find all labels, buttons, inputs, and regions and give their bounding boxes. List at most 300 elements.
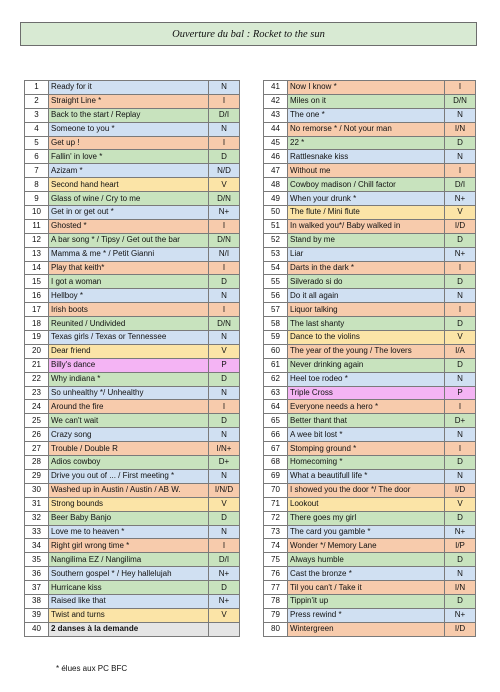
- table-row: [25, 150, 240, 164]
- row-number: 1: [25, 81, 49, 95]
- row-number: 19: [25, 331, 49, 345]
- footnote: * élues aux PC BFC: [56, 664, 128, 673]
- level-code: N: [445, 372, 476, 386]
- table-row: [264, 414, 476, 428]
- dance-title: Press rewind *: [288, 608, 445, 622]
- row-number: 41: [264, 81, 288, 95]
- row-number: 52: [264, 233, 288, 247]
- dance-title: The last shanty: [288, 317, 445, 331]
- dance-title: Straight Line *: [49, 94, 209, 108]
- level-code: D: [445, 358, 476, 372]
- row-number: 40: [25, 622, 49, 636]
- table-row: [25, 469, 240, 483]
- dance-title: There goes my girl: [288, 511, 445, 525]
- page-title-text: Ouverture du bal : Rocket to the sun: [172, 28, 325, 40]
- table-row: [264, 456, 476, 470]
- table-row: [25, 233, 240, 247]
- row-number: 71: [264, 497, 288, 511]
- dance-title: The flute / Mini flute: [288, 206, 445, 220]
- dance-title: Ghosted *: [49, 219, 209, 233]
- level-code: N+: [209, 206, 240, 220]
- dance-title: Washed up in Austin / Austin / AB W.: [49, 483, 209, 497]
- dance-title: Cowboy madison / Chill factor: [288, 178, 445, 192]
- dance-title: Homecoming *: [288, 456, 445, 470]
- level-code: V: [209, 497, 240, 511]
- row-number: 49: [264, 192, 288, 206]
- level-code: I: [445, 442, 476, 456]
- dance-title: Get up !: [49, 136, 209, 150]
- row-number: 56: [264, 289, 288, 303]
- level-code: V: [445, 497, 476, 511]
- table-row: [25, 372, 240, 386]
- dance-title: Someone to you *: [49, 122, 209, 136]
- dance-title: Love me to heaven *: [49, 525, 209, 539]
- dance-title: Hurricane kiss: [49, 581, 209, 595]
- row-number: 15: [25, 275, 49, 289]
- table-row: [25, 358, 240, 372]
- table-row: [264, 358, 476, 372]
- table-row: [264, 331, 476, 345]
- level-code: I/D: [445, 622, 476, 636]
- table-row: [25, 164, 240, 178]
- table-row: [25, 344, 240, 358]
- dance-title: Dear friend: [49, 344, 209, 358]
- dance-title: In walked you*/ Baby walked in: [288, 219, 445, 233]
- table-row: [25, 553, 240, 567]
- level-code: N: [209, 331, 240, 345]
- dance-title: The card you gamble *: [288, 525, 445, 539]
- row-number: 48: [264, 178, 288, 192]
- row-number: 63: [264, 386, 288, 400]
- dance-title: Get in or get out *: [49, 206, 209, 220]
- row-number: 68: [264, 456, 288, 470]
- level-code: D: [445, 275, 476, 289]
- row-number: 66: [264, 428, 288, 442]
- row-number: 16: [25, 289, 49, 303]
- table-row: [25, 594, 240, 608]
- row-number: 80: [264, 622, 288, 636]
- level-code: I: [209, 136, 240, 150]
- row-number: 34: [25, 539, 49, 553]
- row-number: 72: [264, 511, 288, 525]
- level-code: [209, 622, 240, 636]
- level-code: N+: [445, 247, 476, 261]
- table-row: [264, 94, 476, 108]
- row-number: 59: [264, 331, 288, 345]
- page-title: [20, 22, 477, 46]
- dance-title: Lookout: [288, 497, 445, 511]
- table-row: [264, 178, 476, 192]
- row-number: 3: [25, 108, 49, 122]
- dance-title: Play that keith*: [49, 261, 209, 275]
- dance-title: Never drinking again: [288, 358, 445, 372]
- table-row: [25, 414, 240, 428]
- level-code: D: [209, 414, 240, 428]
- level-code: D/I: [209, 108, 240, 122]
- dance-title: Tippin'it up: [288, 594, 445, 608]
- table-row: [25, 400, 240, 414]
- table-row: [264, 469, 476, 483]
- level-code: N+: [445, 525, 476, 539]
- row-number: 8: [25, 178, 49, 192]
- level-code: I: [209, 94, 240, 108]
- table-row: [264, 275, 476, 289]
- level-code: D/N: [209, 233, 240, 247]
- table-row: [264, 289, 476, 303]
- row-number: 42: [264, 94, 288, 108]
- table-row: [264, 386, 476, 400]
- row-number: 53: [264, 247, 288, 261]
- level-code: D/N: [209, 317, 240, 331]
- table-row: [264, 303, 476, 317]
- level-code: D/N: [209, 192, 240, 206]
- level-code: N: [445, 150, 476, 164]
- table-row: [25, 122, 240, 136]
- level-code: N+: [445, 608, 476, 622]
- dance-title: Ready for it: [49, 81, 209, 95]
- row-number: 60: [264, 344, 288, 358]
- table-row: [264, 219, 476, 233]
- level-code: I: [445, 164, 476, 178]
- level-code: N: [445, 289, 476, 303]
- row-number: 55: [264, 275, 288, 289]
- table-row: [25, 386, 240, 400]
- dance-title: Back to the start / Replay: [49, 108, 209, 122]
- table-row: [25, 192, 240, 206]
- dance-title: Dance to the violins: [288, 331, 445, 345]
- dance-title: Darts in the dark *: [288, 261, 445, 275]
- level-code: N: [209, 469, 240, 483]
- table-row: [25, 428, 240, 442]
- level-code: N: [209, 525, 240, 539]
- level-code: N: [445, 428, 476, 442]
- row-number: 12: [25, 233, 49, 247]
- table-row: [25, 483, 240, 497]
- table-row: [25, 136, 240, 150]
- row-number: 13: [25, 247, 49, 261]
- level-code: I: [445, 261, 476, 275]
- row-number: 36: [25, 567, 49, 581]
- table-row: [25, 108, 240, 122]
- dance-title: A bar song * / Tipsy / Get out the bar: [49, 233, 209, 247]
- table-row: [264, 150, 476, 164]
- dance-title: Liar: [288, 247, 445, 261]
- dance-title: 2 danses à la demande: [49, 622, 209, 636]
- level-code: D/I: [445, 178, 476, 192]
- table-row: [25, 81, 240, 95]
- dance-title: Around the fire: [49, 400, 209, 414]
- level-code: P: [445, 386, 476, 400]
- row-number: 35: [25, 553, 49, 567]
- dance-title: Trouble / Double R: [49, 442, 209, 456]
- dance-title: Stand by me: [288, 233, 445, 247]
- table-row: [264, 539, 476, 553]
- level-code: N+: [445, 192, 476, 206]
- dance-title: Without me: [288, 164, 445, 178]
- dance-title: Second hand heart: [49, 178, 209, 192]
- level-code: D/N: [445, 94, 476, 108]
- level-code: N: [209, 289, 240, 303]
- table-row: [264, 511, 476, 525]
- dance-title: Glass of wine / Cry to me: [49, 192, 209, 206]
- level-code: P: [209, 358, 240, 372]
- row-number: 69: [264, 469, 288, 483]
- table-row: [264, 400, 476, 414]
- row-number: 31: [25, 497, 49, 511]
- level-code: V: [445, 206, 476, 220]
- level-code: N: [209, 122, 240, 136]
- row-number: 18: [25, 317, 49, 331]
- level-code: D: [209, 275, 240, 289]
- table-row: [264, 428, 476, 442]
- dance-title: Cast the bronze *: [288, 567, 445, 581]
- row-number: 38: [25, 594, 49, 608]
- row-number: 28: [25, 456, 49, 470]
- table-row: [25, 247, 240, 261]
- dance-title: Raised like that: [49, 594, 209, 608]
- table-row: [264, 497, 476, 511]
- level-code: I/N: [445, 122, 476, 136]
- table-row: [264, 594, 476, 608]
- table-row: [264, 192, 476, 206]
- table-row: [25, 289, 240, 303]
- table-row: [25, 511, 240, 525]
- row-number: 44: [264, 122, 288, 136]
- level-code: D: [209, 581, 240, 595]
- level-code: I/D: [445, 483, 476, 497]
- dance-title: Hellboy *: [49, 289, 209, 303]
- row-number: 21: [25, 358, 49, 372]
- dance-list-left: [24, 80, 240, 637]
- table-row: [25, 608, 240, 622]
- level-code: V: [209, 344, 240, 358]
- dance-title: Azizam *: [49, 164, 209, 178]
- table-row: [25, 497, 240, 511]
- level-code: N/I: [209, 247, 240, 261]
- level-code: N: [209, 428, 240, 442]
- table-row: [264, 442, 476, 456]
- table-row: [25, 261, 240, 275]
- dance-title: Right girl wrong time *: [49, 539, 209, 553]
- table-row: [25, 331, 240, 345]
- level-code: N: [445, 108, 476, 122]
- dance-title: Texas girls / Texas or Tennessee: [49, 331, 209, 345]
- row-number: 79: [264, 608, 288, 622]
- table-row: [264, 164, 476, 178]
- level-code: I/A: [445, 344, 476, 358]
- row-number: 75: [264, 553, 288, 567]
- row-number: 57: [264, 303, 288, 317]
- table-row: [25, 456, 240, 470]
- row-number: 73: [264, 525, 288, 539]
- dance-title: Stomping ground *: [288, 442, 445, 456]
- level-code: D: [445, 233, 476, 247]
- row-number: 27: [25, 442, 49, 456]
- table-row: [264, 233, 476, 247]
- level-code: I: [209, 261, 240, 275]
- dance-title: When your drunk *: [288, 192, 445, 206]
- level-code: I/N: [445, 581, 476, 595]
- dance-title: A wee bit lost *: [288, 428, 445, 442]
- level-code: V: [445, 331, 476, 345]
- dance-title: Miles on it: [288, 94, 445, 108]
- dance-title: Heel toe rodeo *: [288, 372, 445, 386]
- level-code: I: [209, 400, 240, 414]
- dance-title: The year of the young / The lovers: [288, 344, 445, 358]
- row-number: 54: [264, 261, 288, 275]
- level-code: D: [209, 150, 240, 164]
- row-number: 4: [25, 122, 49, 136]
- level-code: V: [209, 178, 240, 192]
- row-number: 5: [25, 136, 49, 150]
- dance-title: Wintergreen: [288, 622, 445, 636]
- row-number: 64: [264, 400, 288, 414]
- row-number: 17: [25, 303, 49, 317]
- row-number: 25: [25, 414, 49, 428]
- row-number: 47: [264, 164, 288, 178]
- level-code: D: [445, 456, 476, 470]
- dance-title: What a beautifull life *: [288, 469, 445, 483]
- dance-title: Twist and turns: [49, 608, 209, 622]
- table-row: [25, 622, 240, 636]
- table-row: [264, 81, 476, 95]
- dance-title: Do it all again: [288, 289, 445, 303]
- row-number: 74: [264, 539, 288, 553]
- dance-title: Mamma & me * / Petit Gianni: [49, 247, 209, 261]
- row-number: 65: [264, 414, 288, 428]
- row-number: 22: [25, 372, 49, 386]
- dance-title: Billy's dance: [49, 358, 209, 372]
- row-number: 58: [264, 317, 288, 331]
- dance-title: Why indiana *: [49, 372, 209, 386]
- row-number: 30: [25, 483, 49, 497]
- level-code: N: [445, 567, 476, 581]
- table-row: [264, 122, 476, 136]
- dance-title: 22 *: [288, 136, 445, 150]
- table-row: [25, 317, 240, 331]
- level-code: D: [445, 553, 476, 567]
- table-row: [25, 94, 240, 108]
- table-row: [264, 108, 476, 122]
- row-number: 6: [25, 150, 49, 164]
- table-row: [25, 206, 240, 220]
- dance-title: We can't wait: [49, 414, 209, 428]
- table-row: [25, 275, 240, 289]
- level-code: I: [445, 81, 476, 95]
- level-code: D: [209, 372, 240, 386]
- level-code: D: [445, 136, 476, 150]
- row-number: 76: [264, 567, 288, 581]
- row-number: 26: [25, 428, 49, 442]
- dance-title: Better thant that: [288, 414, 445, 428]
- table-row: [264, 567, 476, 581]
- table-row: [264, 372, 476, 386]
- dance-title: Crazy song: [49, 428, 209, 442]
- dance-title: Everyone needs a hero *: [288, 400, 445, 414]
- row-number: 62: [264, 372, 288, 386]
- dance-title: Drive you out of ... / First meeting *: [49, 469, 209, 483]
- level-code: N+: [209, 567, 240, 581]
- level-code: I: [209, 539, 240, 553]
- level-code: I/D: [445, 219, 476, 233]
- dance-title: Adios cowboy: [49, 456, 209, 470]
- level-code: D: [445, 594, 476, 608]
- dance-title: Irish boots: [49, 303, 209, 317]
- table-row: [264, 344, 476, 358]
- dance-title: Liquor talking: [288, 303, 445, 317]
- level-code: D: [445, 511, 476, 525]
- table-row: [264, 608, 476, 622]
- row-number: 61: [264, 358, 288, 372]
- row-number: 37: [25, 581, 49, 595]
- table-row: [264, 622, 476, 636]
- dance-title: Nangilima EZ / Nangilima: [49, 553, 209, 567]
- table-row: [264, 317, 476, 331]
- level-code: N/D: [209, 164, 240, 178]
- table-row: [264, 553, 476, 567]
- dance-title: Triple Cross: [288, 386, 445, 400]
- dance-title: Now I know *: [288, 81, 445, 95]
- dance-title: Til you can't / Take it: [288, 581, 445, 595]
- table-row: [25, 178, 240, 192]
- level-code: I: [445, 303, 476, 317]
- level-code: I/P: [445, 539, 476, 553]
- level-code: I: [445, 400, 476, 414]
- level-code: N: [209, 81, 240, 95]
- row-number: 77: [264, 581, 288, 595]
- level-code: I: [209, 303, 240, 317]
- level-code: N+: [209, 594, 240, 608]
- level-code: D: [445, 317, 476, 331]
- row-number: 32: [25, 511, 49, 525]
- table-row: [264, 247, 476, 261]
- row-number: 9: [25, 192, 49, 206]
- dance-title: So unhealthy */ Unhealthy: [49, 386, 209, 400]
- level-code: I: [209, 219, 240, 233]
- level-code: N: [445, 469, 476, 483]
- row-number: 45: [264, 136, 288, 150]
- row-number: 2: [25, 94, 49, 108]
- row-number: 29: [25, 469, 49, 483]
- row-number: 70: [264, 483, 288, 497]
- row-number: 43: [264, 108, 288, 122]
- dance-list-right: [263, 80, 476, 637]
- row-number: 33: [25, 525, 49, 539]
- level-code: N: [209, 386, 240, 400]
- dance-title: I got a woman: [49, 275, 209, 289]
- level-code: I/N+: [209, 442, 240, 456]
- level-code: D: [209, 511, 240, 525]
- level-code: V: [209, 608, 240, 622]
- table-row: [264, 136, 476, 150]
- row-number: 51: [264, 219, 288, 233]
- table-row: [264, 581, 476, 595]
- row-number: 11: [25, 219, 49, 233]
- table-row: [25, 442, 240, 456]
- table-row: [25, 539, 240, 553]
- dance-title: Fallin' in love *: [49, 150, 209, 164]
- dance-title: Wonder */ Memory Lane: [288, 539, 445, 553]
- dance-title: Rattlesnake kiss: [288, 150, 445, 164]
- table-row: [264, 206, 476, 220]
- row-number: 67: [264, 442, 288, 456]
- table-row: [264, 525, 476, 539]
- dance-title: No remorse * / Not your man: [288, 122, 445, 136]
- dance-title: I showed you the door */ The door: [288, 483, 445, 497]
- table-row: [25, 303, 240, 317]
- dance-title: Strong bounds: [49, 497, 209, 511]
- row-number: 23: [25, 386, 49, 400]
